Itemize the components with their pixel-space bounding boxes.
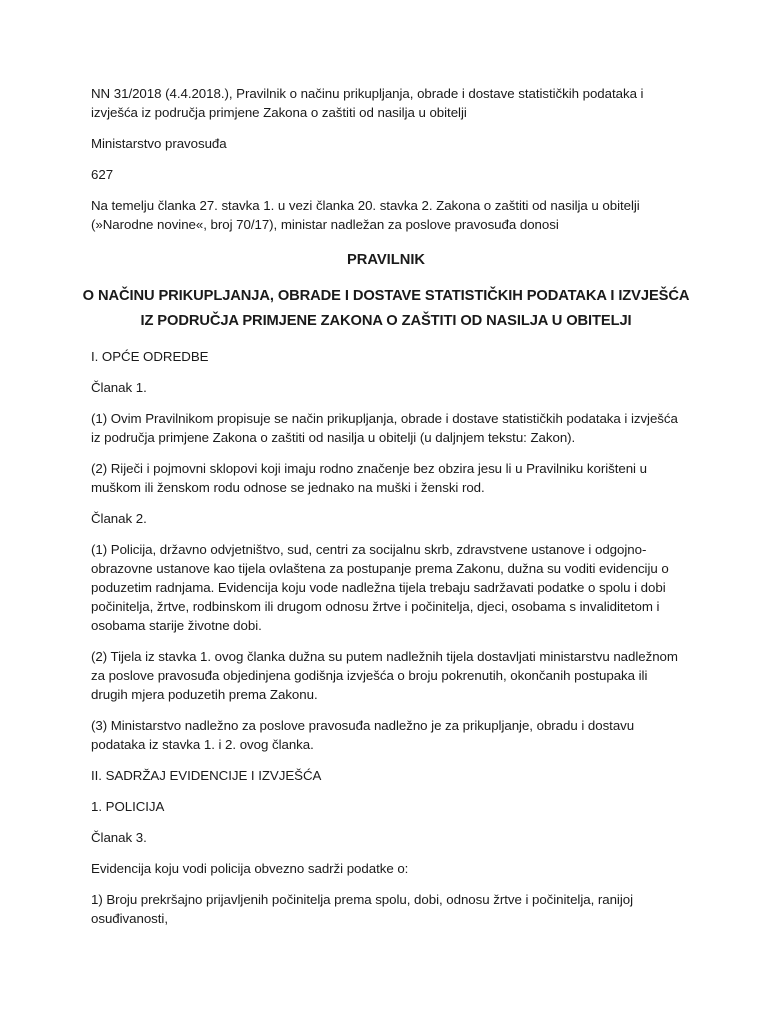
subsection-heading: 1. POLICIJA bbox=[91, 799, 165, 814]
section-heading: II. SADRŽAJ EVIDENCIJE I IZVJEŠĆA bbox=[91, 768, 322, 783]
document-page bbox=[82, 84, 690, 940]
ministry-name: Ministarstvo pravosuđa bbox=[91, 136, 227, 151]
article-heading: Članak 1. bbox=[91, 380, 147, 395]
paragraph: Evidencija koju vodi policija obvezno sadrži podatke o: bbox=[91, 861, 409, 876]
article-heading: Članak 3. bbox=[91, 830, 147, 845]
paragraph: (2) Tijela iz stavka 1. ovog članka dužna su putem nadležnih tijela dostavljati ministarstvu nadležnom za poslove pravosuđa objedinjena godišnja izvješća o broju pokrenutih, okončanih postupaka ili drugih mjera poduzetih prema Zakonu. bbox=[91, 649, 678, 702]
document-number: 627 bbox=[91, 167, 114, 182]
gazette-reference: NN 31/2018 (4.4.2018.), Pravilnik o načinu prikupljanja, obrade i dostave statističkih podataka i izvješća iz područja primjene Zakona o zaštiti od nasilja u obitelji bbox=[91, 86, 644, 120]
document-subtitle: O NAČINU PRIKUPLJANJA, OBRADE I DOSTAVE STATISTIČKIH PODATAKA I IZVJEŠĆA IZ PODRUČJA PRIMJENE ZAKONA O ZAŠTITI OD NASILJA U OBITELJI bbox=[82, 288, 690, 329]
paragraph: (2) Riječi i pojmovni sklopovi koji imaju rodno značenje bez obzira jesu li u Pravilniku korišteni u muškom ili ženskom rodu odnose se jednako na muški i ženski rod. bbox=[91, 461, 647, 495]
preamble: Na temelju članka 27. stavka 1. u vezi članka 20. stavka 2. Zakona o zaštiti od nasilja u obitelji (»Narodne novine«, broj 70/17), ministar nadležan za poslove pravosuđa donosi bbox=[91, 198, 640, 232]
list-item: 1) Broju prekršajno prijavljenih počinitelja prema spolu, dobi, odnosu žrtve i počinitelja, ranijoj osuđivanosti, bbox=[91, 892, 633, 926]
paragraph: (1) Policija, državno odvjetništvo, sud, centri za socijalnu skrb, zdravstvene ustanove i odgojno-obrazovne ustanove kao tijela ovlaštena za postupanje prema Zakonu, dužna su voditi evidenciju o poduzetim radnjama. Evidencija koju vode nadležna tijela trebaju sadržavati podatke o spolu i dobi počinitelja, žrtve, rodbinskom ili drugom odnosu žrtve i počinitelja, djeci, osobama s invaliditetom i osobama starije životne dobi. bbox=[91, 542, 669, 633]
section-heading: I. OPĆE ODREDBE bbox=[91, 349, 209, 364]
article-heading: Članak 2. bbox=[91, 511, 147, 526]
document-title: PRAVILNIK bbox=[346, 252, 426, 268]
paragraph: (3) Ministarstvo nadležno za poslove pravosuđa nadležno je za prikupljanje, obradu i dostavu podataka iz stavka 1. i 2. ovog članka. bbox=[91, 718, 635, 752]
paragraph: (1) Ovim Pravilnikom propisuje se način prikupljanja, obrade i dostave statističkih podataka i izvješća iz područja primjene Zakona o zaštiti od nasilja u obitelji (u daljnjem tekstu: Zakon). bbox=[91, 411, 678, 445]
